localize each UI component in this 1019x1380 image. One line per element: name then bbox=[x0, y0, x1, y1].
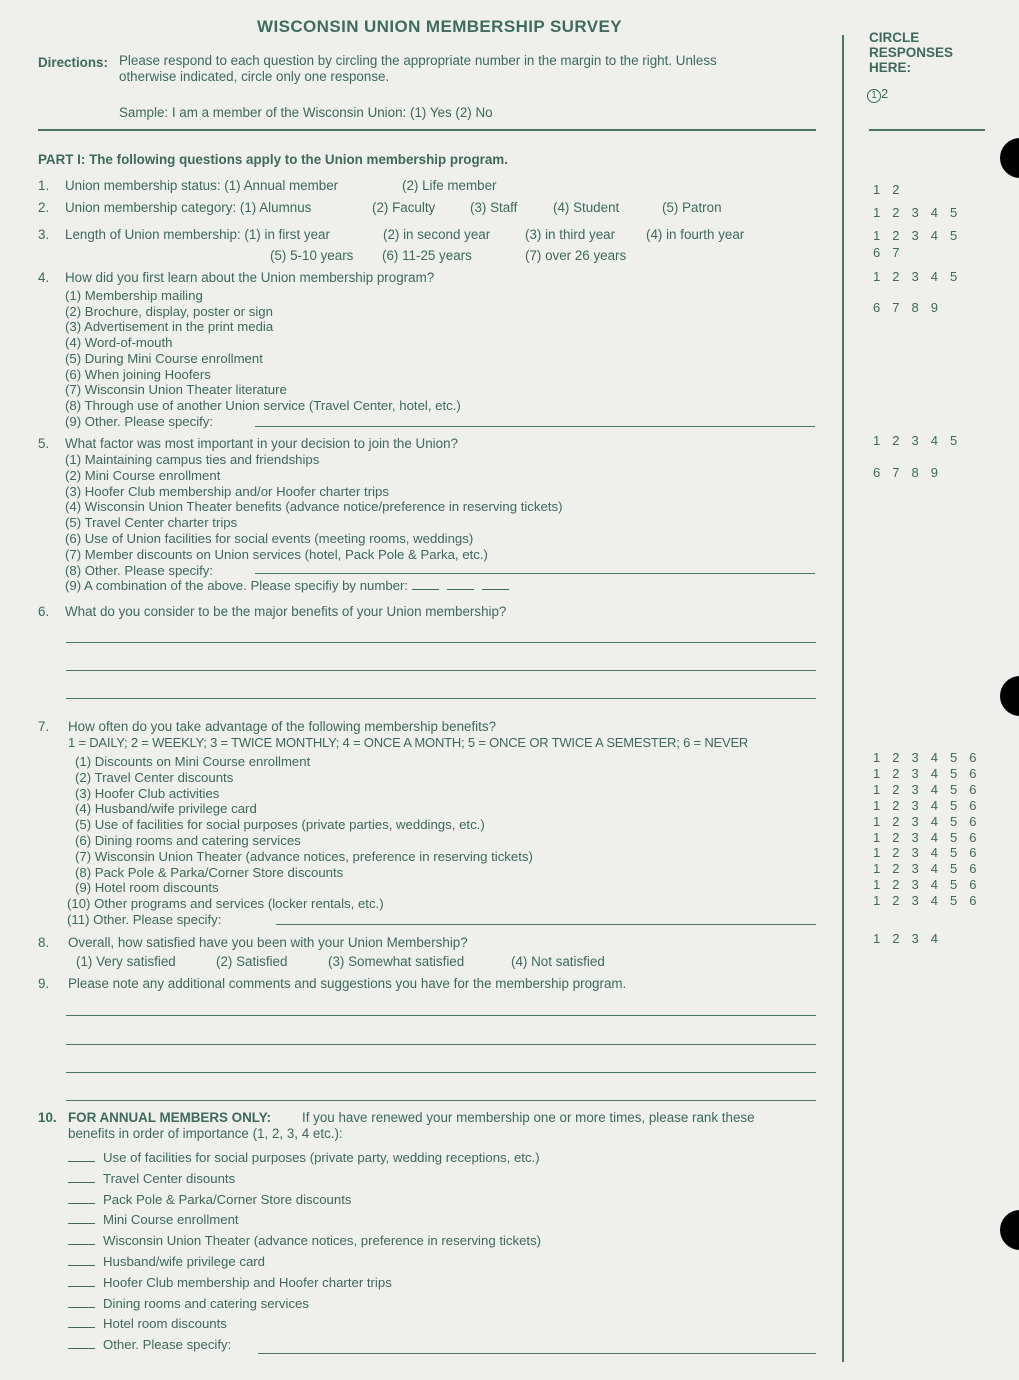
q4-number: 4. bbox=[38, 270, 50, 285]
q10-item bbox=[68, 1252, 541, 1273]
q3-text: Length of Union membership: (1) in first year bbox=[65, 227, 330, 242]
q3-option: (4) in fourth year bbox=[646, 227, 745, 242]
q10-item-label: Other. Please specify: bbox=[103, 1337, 232, 1353]
q7-response[interactable]: 1 2 3 4 5 6 bbox=[873, 781, 981, 797]
q5-option: (2) Mini Course enrollment bbox=[65, 467, 221, 483]
rank-blank[interactable] bbox=[68, 1213, 95, 1224]
q7-response[interactable]: 1 2 3 4 5 6 bbox=[873, 765, 981, 781]
q4-option: (2) Brochure, display, poster or sign bbox=[65, 303, 273, 319]
q7-option: (7) Wisconsin Union Theater (advance notices, preference in reserving tickets) bbox=[75, 848, 533, 864]
q4-option: (7) Wisconsin Union Theater literature bbox=[65, 382, 287, 398]
q3-option: (6) 11-25 years bbox=[382, 248, 472, 263]
q6-answer-line[interactable] bbox=[66, 670, 816, 671]
q10-specify-line[interactable] bbox=[258, 1353, 816, 1354]
rank-blank[interactable] bbox=[68, 1317, 95, 1328]
q9-text: Please note any additional comments and suggestions you have for the membership program. bbox=[68, 976, 627, 991]
q9-answer-line[interactable] bbox=[66, 1072, 816, 1073]
q4-options bbox=[65, 288, 461, 429]
q10-item-label: Travel Center disounts bbox=[103, 1170, 236, 1186]
q10-number: 10. bbox=[38, 1110, 57, 1125]
q7-response[interactable]: 1 2 3 4 5 6 bbox=[873, 845, 981, 861]
q2-number: 2. bbox=[38, 200, 50, 215]
q10-item-label: Husband/wife privilege card bbox=[103, 1253, 265, 1269]
q5-option: (1) Maintaining campus ties and friendships bbox=[65, 452, 320, 467]
q2-response[interactable]: 1 2 3 4 5 bbox=[873, 205, 962, 220]
q5-response-row-2[interactable]: 6 7 8 9 bbox=[873, 465, 943, 480]
directions-label: Directions: bbox=[38, 55, 108, 70]
q7-scale: 1 = DAILY; 2 = WEEKLY; 3 = TWICE MONTHLY; 4 = ONCE A MONTH; 5 = ONCE OR TWICE A SEMESTER; 6 = NEVER bbox=[68, 735, 749, 750]
q3-option: (2) in second year bbox=[383, 227, 491, 242]
q10-item-label: Mini Course enrollment bbox=[103, 1212, 239, 1228]
q9-answer-line[interactable] bbox=[66, 1100, 816, 1101]
rank-blank[interactable] bbox=[68, 1234, 95, 1245]
part-1-heading: PART I: The following questions apply to the Union membership program. bbox=[38, 152, 508, 167]
q5-option: (8) Other. Please specify: bbox=[65, 562, 214, 578]
q5-number-blank[interactable] bbox=[447, 579, 474, 590]
q5-number-blank[interactable] bbox=[412, 579, 439, 590]
q7-specify-line[interactable] bbox=[276, 924, 816, 925]
q6-answer-line[interactable] bbox=[66, 698, 816, 699]
margin-divider bbox=[842, 35, 844, 1362]
q7-option: (11) Other. Please specify: bbox=[67, 911, 222, 927]
q10-item bbox=[68, 1148, 541, 1169]
q5-number-blank[interactable] bbox=[482, 579, 509, 590]
q8-option: (4) Not satisfied bbox=[511, 954, 605, 969]
header-divider bbox=[38, 129, 816, 131]
q4-option: (6) When joining Hoofers bbox=[65, 366, 211, 382]
q1-number: 1. bbox=[38, 178, 50, 193]
q10-item bbox=[68, 1294, 541, 1315]
q4-option: (3) Advertisement in the print media bbox=[65, 319, 274, 335]
q8-number: 8. bbox=[38, 935, 50, 950]
q4-option: (9) Other. Please specify: bbox=[65, 413, 214, 429]
q8-response[interactable]: 1 2 3 4 bbox=[873, 931, 943, 946]
q7-option: (6) Dining rooms and catering services bbox=[75, 832, 301, 848]
q10-text-2: benefits in order of importance (1, 2, 3, 4 etc.): bbox=[68, 1126, 343, 1141]
rank-blank[interactable] bbox=[68, 1151, 95, 1162]
q7-option: (9) Hotel room discounts bbox=[75, 880, 219, 896]
directions-line-1: Please respond to each question by circling the appropriate number in the margin to the right. Unless bbox=[119, 53, 717, 68]
q10-label: FOR ANNUAL MEMBERS ONLY: bbox=[68, 1110, 272, 1125]
q10-text: If you have renewed your membership one or more times, please rank these bbox=[302, 1110, 755, 1125]
circle-responses-header bbox=[869, 30, 953, 75]
circle-header-line-2: RESPONSES bbox=[869, 45, 954, 60]
q10-item bbox=[68, 1210, 541, 1231]
binder-hole bbox=[1000, 1210, 1019, 1250]
q8-option: (3) Somewhat satisfied bbox=[328, 954, 465, 969]
rank-blank[interactable] bbox=[68, 1276, 95, 1287]
q2-option: (4) Student bbox=[553, 200, 620, 215]
binder-hole bbox=[1000, 138, 1019, 178]
q6-answer-line[interactable] bbox=[66, 642, 816, 643]
response-header-divider bbox=[869, 129, 985, 131]
q6-number: 6. bbox=[38, 604, 50, 619]
q5-option-label: (9) A combination of the above. Please specifiy by number: bbox=[65, 578, 409, 594]
q3-number: 3. bbox=[38, 227, 50, 242]
q10-item-label: Dining rooms and catering services bbox=[103, 1295, 309, 1311]
q2-option: (2) Faculty bbox=[372, 200, 436, 215]
q5-text: What factor was most important in your decision to join the Union? bbox=[65, 436, 458, 451]
q4-response-row-2[interactable]: 6 7 8 9 bbox=[873, 300, 943, 315]
q7-option: (2) Travel Center discounts bbox=[75, 769, 234, 785]
q7-option: (1) Discounts on Mini Course enrollment bbox=[75, 754, 311, 769]
sample-response bbox=[867, 86, 888, 103]
circled-answer: 1 bbox=[867, 89, 881, 103]
q10-item-label: Use of facilities for social purposes (private party, wedding receptions, etc.) bbox=[103, 1150, 540, 1165]
rank-blank[interactable] bbox=[68, 1338, 95, 1349]
q4-text: How did you first learn about the Union membership program? bbox=[65, 270, 435, 285]
circle-header-line-3: HERE: bbox=[869, 60, 912, 75]
q4-response-row-1[interactable]: 1 2 3 4 5 bbox=[873, 269, 962, 284]
q10-item bbox=[68, 1314, 541, 1335]
q2-option: (5) Patron bbox=[662, 200, 722, 215]
q10-item-label: Hotel room discounts bbox=[103, 1316, 227, 1332]
q10-item-label: Pack Pole & Parka/Corner Store discounts bbox=[103, 1191, 352, 1207]
q7-text: How often do you take advantage of the following membership benefits? bbox=[68, 719, 497, 734]
q9-number: 9. bbox=[38, 976, 50, 991]
q4-option: (8) Through use of another Union service (Travel Center, hotel, etc.) bbox=[65, 397, 461, 413]
q8-option: (1) Very satisfied bbox=[76, 954, 176, 969]
q7-options bbox=[67, 754, 533, 928]
q3-response-row-1[interactable]: 1 2 3 4 5 bbox=[873, 228, 962, 243]
q7-option: (5) Use of facilities for social purposes (private parties, weddings, etc.) bbox=[75, 817, 485, 833]
q5-option bbox=[65, 578, 562, 594]
directions-line-2: otherwise indicated, circle only one response. bbox=[119, 69, 390, 84]
q7-response[interactable]: 1 2 3 4 5 6 bbox=[873, 861, 981, 877]
q10-item-label: Wisconsin Union Theater (advance notices, preference in reserving tickets) bbox=[103, 1233, 542, 1249]
sample-question: Sample: I am a member of the Wisconsin Union: (1) Yes (2) No bbox=[119, 105, 493, 120]
q5-option: (5) Travel Center charter trips bbox=[65, 515, 238, 531]
rank-blank[interactable] bbox=[68, 1297, 95, 1308]
q5-option: (6) Use of Union facilities for social events (meeting rooms, weddings) bbox=[65, 530, 474, 546]
q1-option: (2) Life member bbox=[402, 178, 497, 193]
q9-answer-line[interactable] bbox=[66, 1015, 816, 1016]
q3-response-row-2[interactable]: 6 7 bbox=[873, 245, 904, 260]
q3-option: (7) over 26 years bbox=[525, 248, 627, 263]
q10-items bbox=[68, 1148, 541, 1356]
q8-option: (2) Satisfied bbox=[216, 954, 288, 969]
circle-header-line-1: CIRCLE bbox=[869, 30, 920, 45]
q7-responses bbox=[873, 750, 981, 909]
q3-option: (3) in third year bbox=[525, 227, 616, 242]
q4-option: (1) Membership mailing bbox=[65, 288, 203, 303]
q10-item-label: Hoofer Club membership and Hoofer charter trips bbox=[103, 1274, 392, 1290]
rank-blank[interactable] bbox=[68, 1255, 95, 1266]
q7-option: (8) Pack Pole & Parka/Corner Store discounts bbox=[75, 864, 344, 880]
sample-response-other: 2 bbox=[881, 86, 889, 101]
q7-option: (3) Hoofer Club activities bbox=[75, 785, 220, 801]
q10-item bbox=[68, 1231, 541, 1252]
q7-response[interactable]: 1 2 3 4 5 6 bbox=[873, 893, 981, 909]
q4-specify-line[interactable] bbox=[255, 426, 815, 427]
q10-item bbox=[68, 1273, 541, 1294]
q7-option: (4) Husband/wife privilege card bbox=[75, 801, 257, 817]
q7-number: 7. bbox=[38, 719, 50, 734]
q7-option: (10) Other programs and services (locker rentals, etc.) bbox=[67, 896, 384, 912]
survey-title: WISCONSIN UNION MEMBERSHIP SURVEY bbox=[257, 17, 622, 36]
q7-response[interactable]: 1 2 3 4 5 6 bbox=[873, 877, 981, 893]
q7-response[interactable]: 1 2 3 4 5 6 bbox=[873, 813, 981, 829]
q9-answer-line[interactable] bbox=[66, 1044, 816, 1045]
q8-text: Overall, how satisfied have you been with your Union Membership? bbox=[68, 935, 468, 950]
q2-option: (3) Staff bbox=[470, 200, 518, 215]
q7-response[interactable]: 1 2 3 4 5 6 bbox=[873, 797, 981, 813]
q2-text: Union membership category: (1) Alumnus bbox=[65, 200, 312, 215]
q3-option: (5) 5-10 years bbox=[270, 248, 354, 263]
q10-item bbox=[68, 1190, 541, 1211]
q4-option: (5) During Mini Course enrollment bbox=[65, 350, 263, 366]
q10-item bbox=[68, 1169, 541, 1190]
binder-hole bbox=[1000, 676, 1019, 716]
q5-response-row-1[interactable]: 1 2 3 4 5 bbox=[873, 433, 962, 448]
q5-option: (3) Hoofer Club membership and/or Hoofer charter trips bbox=[65, 483, 389, 499]
q6-text: What do you consider to be the major benefits of your Union membership? bbox=[65, 604, 507, 619]
q5-option: (4) Wisconsin Union Theater benefits (advance notice/preference in reserving tickets) bbox=[65, 499, 563, 515]
q7-response[interactable]: 1 2 3 4 5 6 bbox=[873, 750, 981, 765]
rank-blank[interactable] bbox=[68, 1172, 95, 1183]
q7-response[interactable]: 1 2 3 4 5 6 bbox=[873, 829, 981, 845]
q4-option: (4) Word-of-mouth bbox=[65, 335, 173, 351]
q1-text: Union membership status: (1) Annual member bbox=[65, 178, 339, 193]
q1-response[interactable]: 1 2 bbox=[873, 182, 904, 197]
rank-blank[interactable] bbox=[68, 1193, 95, 1204]
q5-number: 5. bbox=[38, 436, 50, 451]
q5-specify-line[interactable] bbox=[255, 573, 815, 574]
q5-option: (7) Member discounts on Union services (hotel, Pack Pole & Parka, etc.) bbox=[65, 546, 488, 562]
